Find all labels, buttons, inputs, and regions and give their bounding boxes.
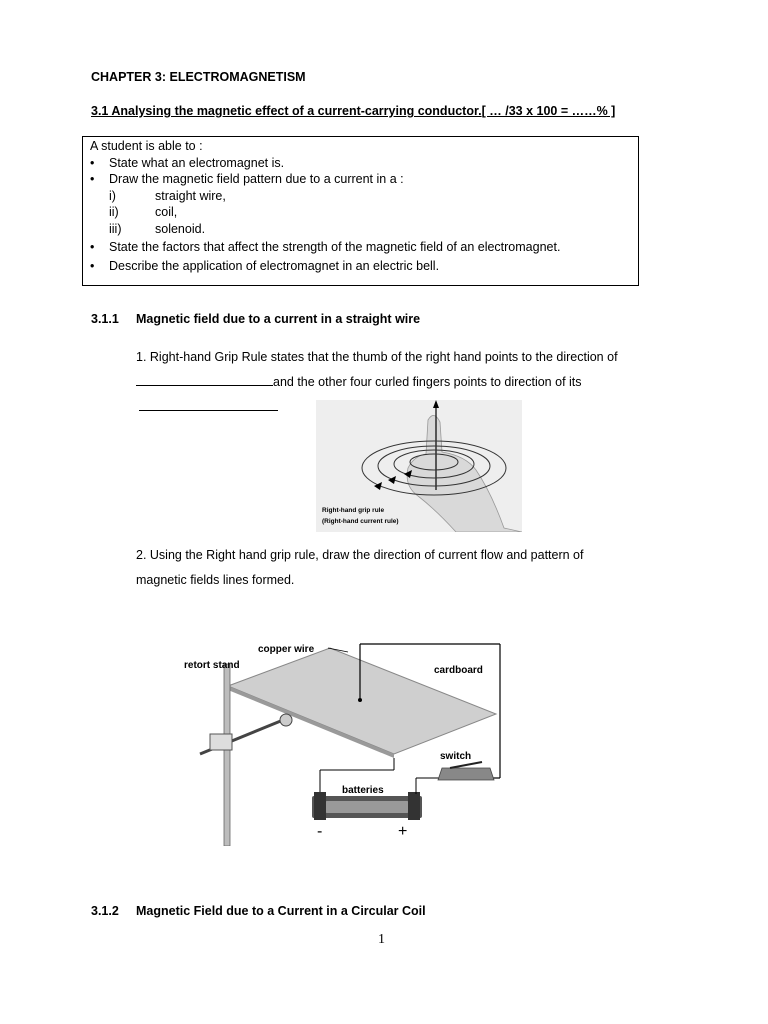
sublist-text: solenoid. — [155, 221, 206, 236]
answer-blank[interactable] — [136, 372, 273, 386]
cardboard-sheet — [228, 648, 496, 754]
retort-stand-rod — [224, 664, 230, 846]
question-1-line-1: 1. Right-hand Grip Rule states that the thumb of the right hand points to the direction of — [136, 350, 618, 364]
sublist-item — [90, 221, 631, 238]
battery-cell — [324, 801, 410, 813]
batteries-label: batteries — [342, 785, 384, 796]
question-2-line-2: magnetic fields lines formed. — [136, 573, 295, 587]
switch-base — [438, 768, 494, 780]
grip-caption-1: Right-hand grip rule — [322, 507, 385, 514]
clamp — [280, 714, 292, 726]
section-title: 3.1 Analysing the magnetic effect of a current-carrying conductor. — [91, 104, 482, 118]
retort-stand-label: retort stand — [184, 660, 240, 671]
sublist-text: straight wire, — [155, 188, 226, 203]
question-1-line-2: and the other four curled fingers points to direction of its — [273, 375, 582, 389]
chapter-title: CHAPTER 3: ELECTROMAGNETISM — [91, 70, 306, 84]
wire-hole — [358, 698, 362, 702]
question-2-line-1: 2. Using the Right hand grip rule, draw the direction of current flow and pattern of — [136, 548, 584, 562]
sublist-number: ii) — [109, 205, 119, 219]
switch-lever — [450, 762, 482, 768]
grip-caption-2: (Right-hand current rule) — [322, 518, 399, 525]
subsection-title: Magnetic field due to a current in a straight wire — [136, 312, 421, 326]
apparatus-figure — [180, 636, 510, 846]
section-score: [ … /33 x 100 = ……% ] — [481, 104, 616, 118]
plus-terminal-label: + — [398, 823, 408, 840]
cardboard-label: cardboard — [434, 665, 483, 676]
sublist-text: coil, — [155, 205, 178, 219]
copper-wire-label: copper wire — [258, 644, 315, 655]
answer-blank[interactable] — [139, 397, 278, 411]
sublist-number: i) — [109, 188, 116, 203]
question-2 — [136, 543, 583, 593]
subsection-number: 3.1.2 — [91, 904, 119, 918]
subsection-number: 3.1.1 — [91, 312, 119, 326]
objective-item: • Describe the application of electromagnet in an electric bell. — [90, 258, 631, 275]
subsection-title: Magnetic Field due to a Current in a Circular Coil — [136, 904, 426, 918]
right-hand-grip-figure — [316, 400, 522, 532]
sublist-item — [90, 204, 631, 221]
objectives-list — [90, 155, 631, 275]
question-1 — [136, 345, 618, 395]
boss-head — [210, 734, 232, 750]
objective-sublist — [90, 188, 631, 238]
switch-label: switch — [440, 751, 472, 762]
minus-terminal-label: - — [317, 823, 323, 840]
sublist-item — [90, 188, 631, 205]
objective-item: • State what an electromagnet is. — [90, 155, 631, 172]
subsection-heading-3-1-1 — [91, 312, 420, 326]
objectives-intro: A student is able to : — [90, 139, 203, 153]
section-heading — [91, 104, 615, 118]
battery-terminal — [314, 792, 326, 820]
subsection-heading-3-1-2 — [91, 904, 426, 918]
page-number: 1 — [378, 932, 385, 947]
sublist-number: iii) — [109, 221, 122, 236]
objective-item: • State the factors that affect the strength of the magnetic field of an electromagnet. — [90, 239, 631, 256]
objective-item: • Draw the magnetic field pattern due to a current in a : — [90, 171, 631, 188]
battery-terminal — [408, 792, 420, 820]
learning-objectives-box — [82, 136, 639, 286]
